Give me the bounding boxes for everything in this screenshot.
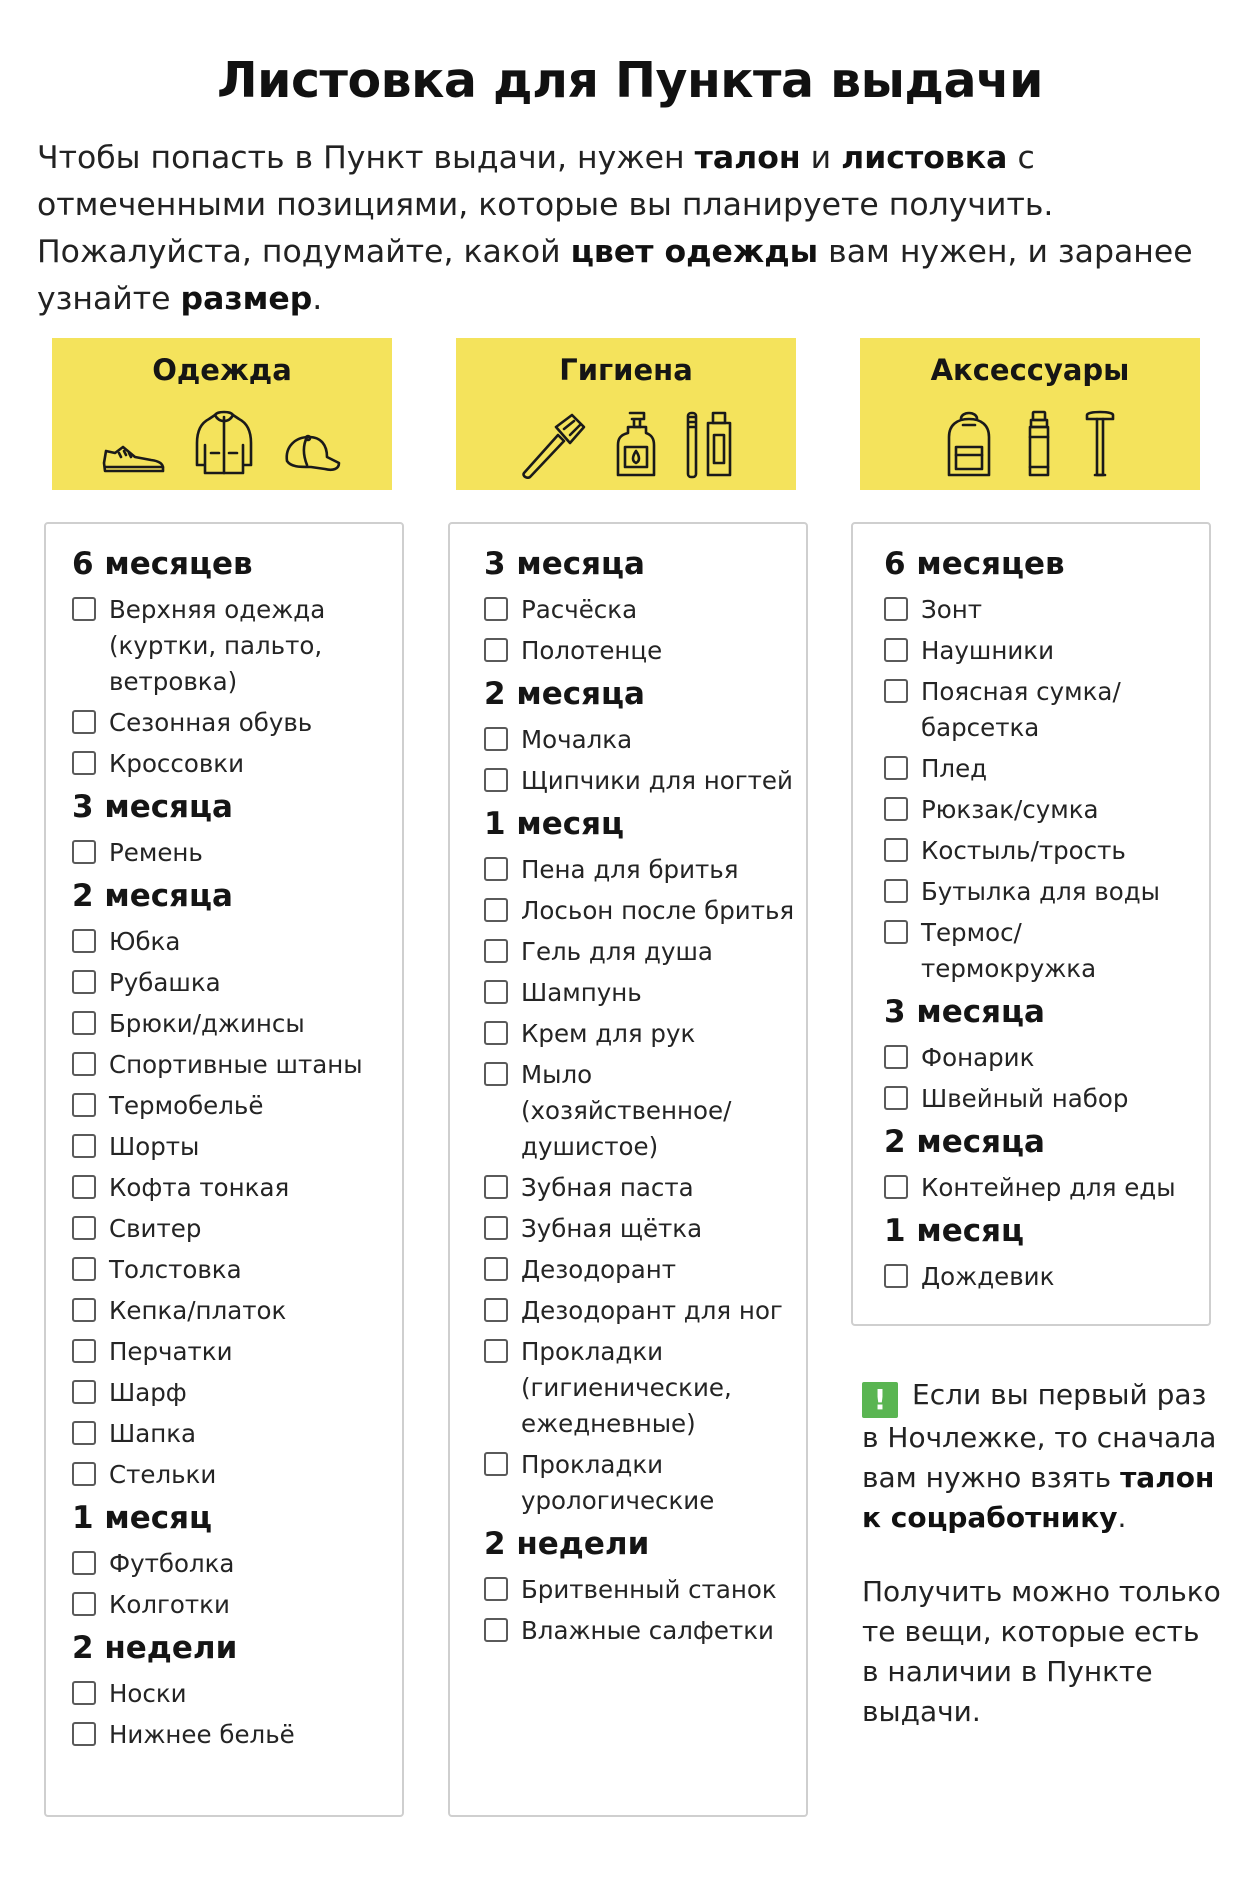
checklist-item[interactable]	[72, 1717, 392, 1753]
item-label: Бритвенный станок	[521, 1575, 777, 1604]
item-label: Плед	[921, 754, 988, 783]
item-label: Костыль/трость	[921, 836, 1126, 865]
intro-text: Чтобы попасть в Пункт выдачи, нужен талон и листовка с отмеченными позициями, которые вы планируете получить. Пожалуйста, подумайте, какой цвет одежды вам нужен, и заранее узнайте размер.	[37, 140, 1193, 317]
period-heading: 3 месяца	[484, 546, 645, 582]
item-label: Рюкзак/сумка	[921, 795, 1099, 824]
checklist-item[interactable]	[72, 965, 392, 1001]
item-label: Перчатки	[109, 1337, 233, 1366]
checklist-item[interactable]	[72, 1006, 392, 1042]
checkbox[interactable]	[72, 710, 96, 734]
period-heading: 2 месяца	[72, 878, 233, 914]
clothing-column	[72, 540, 392, 1758]
checkbox[interactable]	[72, 1175, 96, 1199]
checkbox[interactable]	[72, 840, 96, 864]
checklist-item[interactable]	[72, 1047, 392, 1083]
checklist-item[interactable]	[484, 1572, 804, 1608]
category-title: Аксессуары	[930, 353, 1130, 387]
checkbox[interactable]	[484, 898, 508, 922]
availability-note: Получить можно только те вещи, которые есть в наличии в Пункте выдачи.	[862, 1575, 1221, 1728]
checkbox[interactable]	[484, 638, 508, 662]
checkbox[interactable]	[72, 1592, 96, 1616]
checkbox[interactable]	[884, 638, 908, 662]
hygiene-column	[484, 540, 804, 1654]
category-header-accessories	[860, 338, 1200, 490]
checklist-item[interactable]	[884, 1170, 1204, 1206]
period-heading: 2 недели	[72, 1630, 238, 1666]
checkbox[interactable]	[484, 1216, 508, 1240]
period-heading: 3 месяца	[884, 994, 1045, 1030]
checkbox[interactable]	[484, 597, 508, 621]
checkbox[interactable]	[884, 597, 908, 621]
item-label: Шарф	[109, 1378, 187, 1407]
item-label: Швейный набор	[921, 1084, 1129, 1113]
checklist-item[interactable]	[72, 1211, 392, 1247]
period-heading: 1 месяц	[484, 806, 624, 842]
checklist-item[interactable]	[484, 763, 804, 799]
checkbox[interactable]	[72, 1093, 96, 1117]
accessories-column	[884, 540, 1204, 1300]
item-label: Толстовка	[109, 1255, 242, 1284]
checklist-item[interactable]	[484, 975, 804, 1011]
checklist-item[interactable]	[72, 835, 392, 871]
checkbox[interactable]	[72, 1011, 96, 1035]
checkbox[interactable]	[72, 970, 96, 994]
checklist-item[interactable]	[72, 592, 392, 700]
item-label: Спортивные штаны	[109, 1050, 363, 1079]
checklist-item[interactable]	[484, 934, 804, 970]
checkbox[interactable]	[484, 939, 508, 963]
checklist-item[interactable]	[884, 915, 1204, 987]
item-label: Прокладки (гигиенические, ежедневные)	[521, 1337, 732, 1438]
checkbox[interactable]	[884, 1045, 908, 1069]
checklist-item[interactable]	[884, 751, 1204, 787]
item-label: Наушники	[921, 636, 1055, 665]
checkbox[interactable]	[72, 597, 96, 621]
checklist-item[interactable]	[72, 924, 392, 960]
item-label: Мочалка	[521, 725, 633, 754]
checkbox[interactable]	[884, 920, 908, 944]
checklist-item[interactable]	[484, 1057, 804, 1165]
checklist-item[interactable]	[484, 852, 804, 888]
checkbox[interactable]	[484, 1021, 508, 1045]
checkbox[interactable]	[72, 1421, 96, 1445]
checkbox[interactable]	[72, 1134, 96, 1158]
checklist-item[interactable]	[484, 1293, 804, 1329]
checkbox[interactable]	[72, 1339, 96, 1363]
item-label: Зубная паста	[521, 1173, 694, 1202]
item-label: Расчёска	[521, 595, 638, 624]
item-label: Термос/ термокружка	[921, 918, 1097, 983]
checklist-item[interactable]	[884, 1040, 1204, 1076]
checkbox[interactable]	[72, 1551, 96, 1575]
checklist-item[interactable]	[484, 633, 804, 669]
checklist-item[interactable]	[484, 1211, 804, 1247]
checkbox[interactable]	[484, 1062, 508, 1086]
checklist-item[interactable]	[72, 1293, 392, 1329]
checkbox[interactable]	[884, 679, 908, 703]
item-label: Юбка	[109, 927, 181, 956]
checkbox[interactable]	[884, 756, 908, 780]
checkbox[interactable]	[884, 1086, 908, 1110]
checklist-item[interactable]	[484, 592, 804, 628]
checkbox[interactable]	[72, 1722, 96, 1746]
checkbox[interactable]	[484, 1257, 508, 1281]
period-heading: 1 месяц	[72, 1500, 212, 1536]
item-label: Дезодорант для ног	[521, 1296, 783, 1325]
item-label: Фонарик	[921, 1043, 1035, 1072]
checklist-item[interactable]	[72, 1088, 392, 1124]
checklist-item[interactable]	[72, 1252, 392, 1288]
item-label: Гель для душа	[521, 937, 713, 966]
checklist-item[interactable]	[72, 1546, 392, 1582]
first-visit-note: ! Если вы первый раз в Ночлежке, то сначала вам нужно взять талон к соцработнику.	[862, 1378, 1217, 1534]
item-label: Прокладки урологические	[521, 1450, 715, 1515]
item-label: Рубашка	[109, 968, 221, 997]
checkbox[interactable]	[884, 797, 908, 821]
item-label: Термобельё	[109, 1091, 264, 1120]
item-label: Свитер	[109, 1214, 202, 1243]
checklist-item[interactable]	[884, 792, 1204, 828]
checklist-item[interactable]	[484, 1170, 804, 1206]
checkbox[interactable]	[72, 1681, 96, 1705]
category-header-hygiene	[456, 338, 796, 490]
checkbox[interactable]	[484, 980, 508, 1004]
checkbox[interactable]	[484, 1298, 508, 1322]
item-label: Поясная сумка/ барсетка	[921, 677, 1121, 742]
checklist-item[interactable]	[484, 1252, 804, 1288]
checklist-item[interactable]	[884, 592, 1204, 628]
checklist-item[interactable]	[72, 1587, 392, 1623]
checklist-item[interactable]	[484, 1613, 804, 1649]
backpack-icon	[943, 409, 995, 479]
checklist-item[interactable]	[72, 1457, 392, 1493]
checkbox[interactable]	[72, 1052, 96, 1076]
item-label: Верхняя одежда (куртки, пальто, ветровка)	[109, 595, 326, 696]
item-label: Зубная щётка	[521, 1214, 703, 1243]
item-label: Полотенце	[521, 636, 663, 665]
item-label: Шапка	[109, 1419, 197, 1448]
item-label: Дождевик	[921, 1262, 1055, 1291]
item-label: Кроссовки	[109, 749, 245, 778]
checkbox[interactable]	[72, 1380, 96, 1404]
jacket-icon	[193, 409, 255, 477]
period-heading: 1 месяц	[884, 1213, 1024, 1249]
period-heading: 2 недели	[484, 1526, 650, 1562]
period-heading: 6 месяцев	[884, 546, 1065, 582]
item-label: Футболка	[109, 1549, 235, 1578]
checkbox[interactable]	[884, 1175, 908, 1199]
checklist-item[interactable]	[72, 1334, 392, 1370]
cane-icon	[1083, 409, 1117, 479]
item-label: Мыло (хозяйственное/ душистое)	[521, 1060, 732, 1161]
item-label: Сезонная обувь	[109, 708, 313, 737]
page-title: Листовка для Пункта выдачи	[216, 52, 1044, 109]
checkbox[interactable]	[484, 1618, 508, 1642]
checkbox[interactable]	[484, 1339, 508, 1363]
period-heading: 2 месяца	[484, 676, 645, 712]
checklist-item[interactable]	[72, 1375, 392, 1411]
item-label: Нижнее бельё	[109, 1720, 295, 1749]
category-title: Гигиена	[559, 353, 693, 387]
item-label: Брюки/джинсы	[109, 1009, 305, 1038]
checklist-item[interactable]	[72, 705, 392, 741]
checklist-item[interactable]	[884, 833, 1204, 869]
checklist-item[interactable]	[72, 1129, 392, 1165]
checklist-item[interactable]	[484, 722, 804, 758]
checkbox[interactable]	[72, 1462, 96, 1486]
item-label: Лосьон после бритья	[521, 896, 795, 925]
item-label: Зонт	[921, 595, 982, 624]
checkbox[interactable]	[484, 1577, 508, 1601]
soap-dispenser-icon	[614, 409, 658, 479]
checklist-item[interactable]	[72, 1416, 392, 1452]
checkbox[interactable]	[484, 768, 508, 792]
item-label: Колготки	[109, 1590, 230, 1619]
period-heading: 6 месяцев	[72, 546, 253, 582]
item-label: Шампунь	[521, 978, 642, 1007]
toothbrush-toothpaste-icon	[684, 409, 734, 479]
sneaker-icon	[101, 437, 167, 477]
checklist-item[interactable]	[484, 893, 804, 929]
checklist-item[interactable]	[884, 633, 1204, 669]
checkbox[interactable]	[484, 1175, 508, 1199]
item-label: Ремень	[109, 838, 203, 867]
checkbox[interactable]	[484, 727, 508, 751]
checklist-item[interactable]	[484, 1447, 804, 1519]
period-heading: 3 месяца	[72, 789, 233, 825]
item-label: Кепка/платок	[109, 1296, 287, 1325]
item-label: Пена для бритья	[521, 855, 739, 884]
checkbox[interactable]	[484, 1452, 508, 1476]
item-label: Влажные салфетки	[521, 1616, 774, 1645]
item-label: Стельки	[109, 1460, 217, 1489]
item-label: Дезодорант	[521, 1255, 677, 1284]
checkbox[interactable]	[72, 1257, 96, 1281]
checkbox[interactable]	[72, 1298, 96, 1322]
checklist-item[interactable]	[72, 1170, 392, 1206]
checkbox[interactable]	[72, 1216, 96, 1240]
checklist-item[interactable]	[72, 1676, 392, 1712]
checklist-item[interactable]	[884, 1259, 1204, 1295]
checkbox[interactable]	[72, 929, 96, 953]
checklist-item[interactable]	[884, 874, 1204, 910]
checklist-item[interactable]	[484, 1016, 804, 1052]
item-label: Крем для рук	[521, 1019, 696, 1048]
item-label: Кофта тонкая	[109, 1173, 290, 1202]
item-label: Носки	[109, 1679, 187, 1708]
exclamation-icon: !	[862, 1382, 898, 1418]
checkbox[interactable]	[72, 751, 96, 775]
checklist-item[interactable]	[884, 674, 1204, 746]
checkbox[interactable]	[884, 879, 908, 903]
thermos-icon	[1025, 409, 1053, 479]
cap-icon	[281, 433, 343, 477]
checkbox[interactable]	[484, 857, 508, 881]
checkbox[interactable]	[884, 838, 908, 862]
item-label: Бутылка для воды	[921, 877, 1161, 906]
item-label: Щипчики для ногтей	[521, 766, 793, 795]
item-label: Шорты	[109, 1132, 200, 1161]
razor-icon	[518, 413, 588, 479]
checklist-item[interactable]	[484, 1334, 804, 1442]
item-label: Контейнер для еды	[921, 1173, 1176, 1202]
period-heading: 2 месяца	[884, 1124, 1045, 1160]
category-title: Одежда	[152, 353, 292, 387]
checklist-item[interactable]	[884, 1081, 1204, 1117]
checkbox[interactable]	[884, 1264, 908, 1288]
checklist-item[interactable]	[72, 746, 392, 782]
category-header-clothing	[52, 338, 392, 490]
